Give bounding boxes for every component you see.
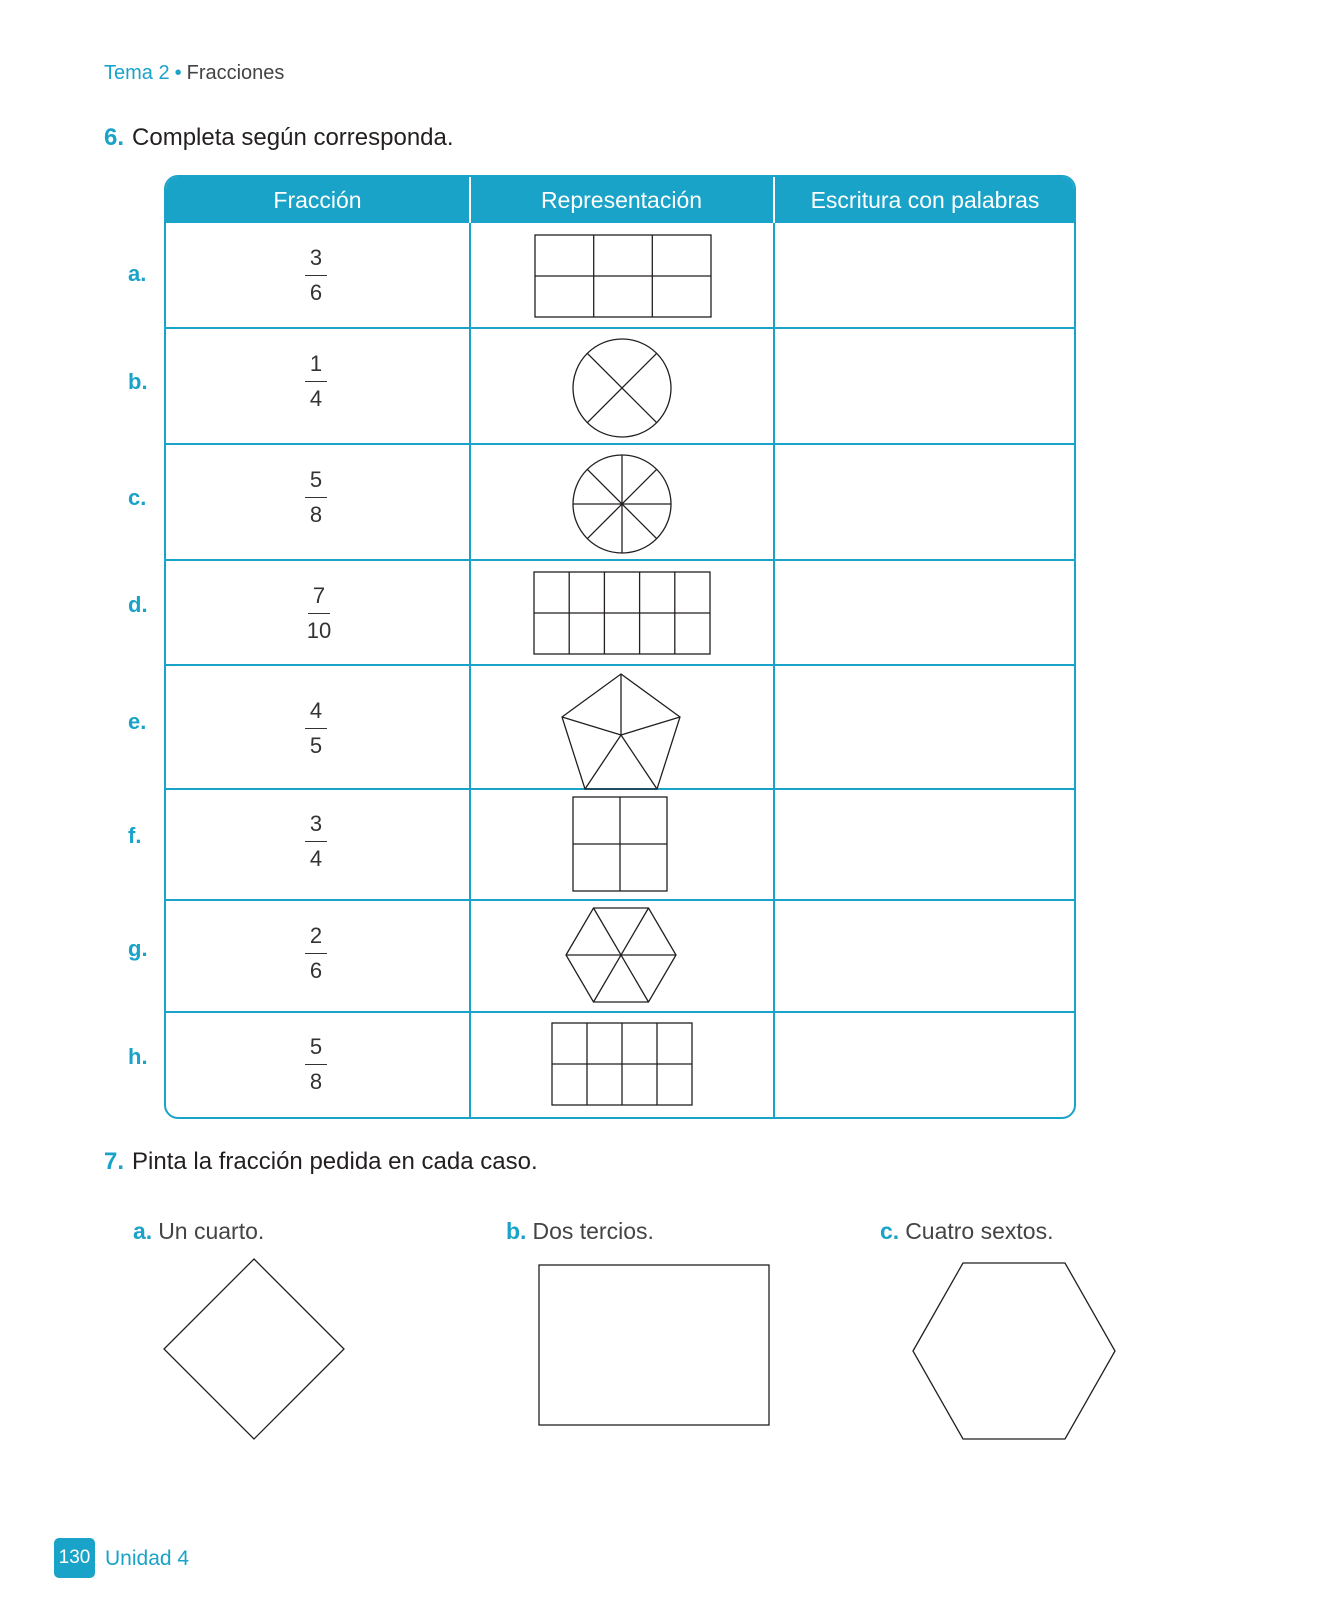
row-divider [166,1011,1074,1013]
denominator: 10 [306,618,332,644]
question-text: Completa según corresponda. [132,124,454,151]
topic-label: Tema 2 [104,62,170,84]
fraction-a [296,245,336,306]
fraction-bar [308,613,330,614]
circle-8-sectors-figure [571,453,673,555]
denominator: 6 [309,958,323,984]
fraction-e [296,698,336,759]
unit-label: Unidad 4 [105,1547,190,1570]
row-label-e: e. [128,709,147,734]
item-text: Dos tercios. [532,1218,654,1244]
row-label-b: b. [128,369,148,394]
header-separator: • [174,62,182,84]
row-divider [166,899,1074,901]
subject-label: Fracciones [186,62,285,84]
fraction-h [296,1034,336,1095]
table-header [166,177,1074,223]
q7-item-b [506,1218,654,1245]
row-label-f: f. [128,823,142,848]
rectangle-5x2-figure [533,571,711,655]
question-number: 7. [104,1148,125,1175]
header-fraccion: Fracción [273,187,362,213]
row-label-h: h. [128,1044,148,1069]
header-escritura: Escritura con palabras [810,187,1040,213]
denominator: 8 [309,502,323,528]
item-text: Un cuarto. [158,1218,265,1244]
column-divider [773,177,775,1117]
rhombus-outline-figure[interactable] [163,1258,345,1440]
fraction-b [296,351,336,412]
hexagon-outline-figure[interactable] [912,1262,1116,1440]
numerator: 5 [309,467,323,492]
item-label: a. [133,1218,153,1244]
header-representacion: Representación [540,187,703,213]
numerator: 3 [309,245,323,270]
q7-item-c [880,1218,1053,1245]
header-divider [469,177,471,223]
rectangle-3x2-figure [534,234,712,318]
circle-4-sectors-figure [571,337,673,439]
row-label-c: c. [128,485,147,510]
row-divider [166,443,1074,445]
fraction-c [296,467,336,528]
page-header [104,62,284,85]
denominator: 8 [309,1069,323,1095]
rectangle-4x2-figure [551,1022,693,1106]
row-divider [166,559,1074,561]
question-number: 6. [104,124,125,151]
row-label-g: g. [128,936,148,961]
numerator: 3 [309,811,323,836]
fraction-bar [305,497,327,498]
rectangle-outline-figure[interactable] [538,1264,770,1426]
row-label-a: a. [128,261,147,286]
denominator: 4 [309,846,323,872]
question-text: Pinta la fracción pedida en cada caso. [132,1148,538,1175]
denominator: 5 [309,733,323,759]
item-label: c. [880,1218,900,1244]
q7-item-a [133,1218,264,1245]
item-text: Cuatro sextos. [905,1218,1054,1244]
row-label-d: d. [128,592,148,617]
fraction-bar [305,381,327,382]
row-divider [166,327,1074,329]
row-divider [166,664,1074,666]
fraction-d [299,583,339,644]
fraction-bar [305,1064,327,1065]
fraction-bar [305,275,327,276]
question-7-title [104,1148,538,1176]
header-divider [773,177,775,223]
page-number-badge: 130 [54,1538,95,1578]
denominator: 4 [309,386,323,412]
numerator: 1 [309,351,323,376]
fraction-bar [305,841,327,842]
pentagon-5-triangles-figure [559,673,683,791]
square-2x2-figure [572,796,668,892]
fraction-bar [305,728,327,729]
numerator: 7 [312,583,326,608]
numerator: 5 [309,1034,323,1059]
numerator: 4 [309,698,323,723]
hexagon-6-triangles-figure [565,907,677,1003]
fraction-f [296,811,336,872]
fraction-bar [305,953,327,954]
question-6-title [104,124,454,152]
column-divider [469,177,471,1117]
item-label: b. [506,1218,527,1244]
fraction-g [296,923,336,984]
numerator: 2 [309,923,323,948]
denominator: 6 [309,280,323,306]
